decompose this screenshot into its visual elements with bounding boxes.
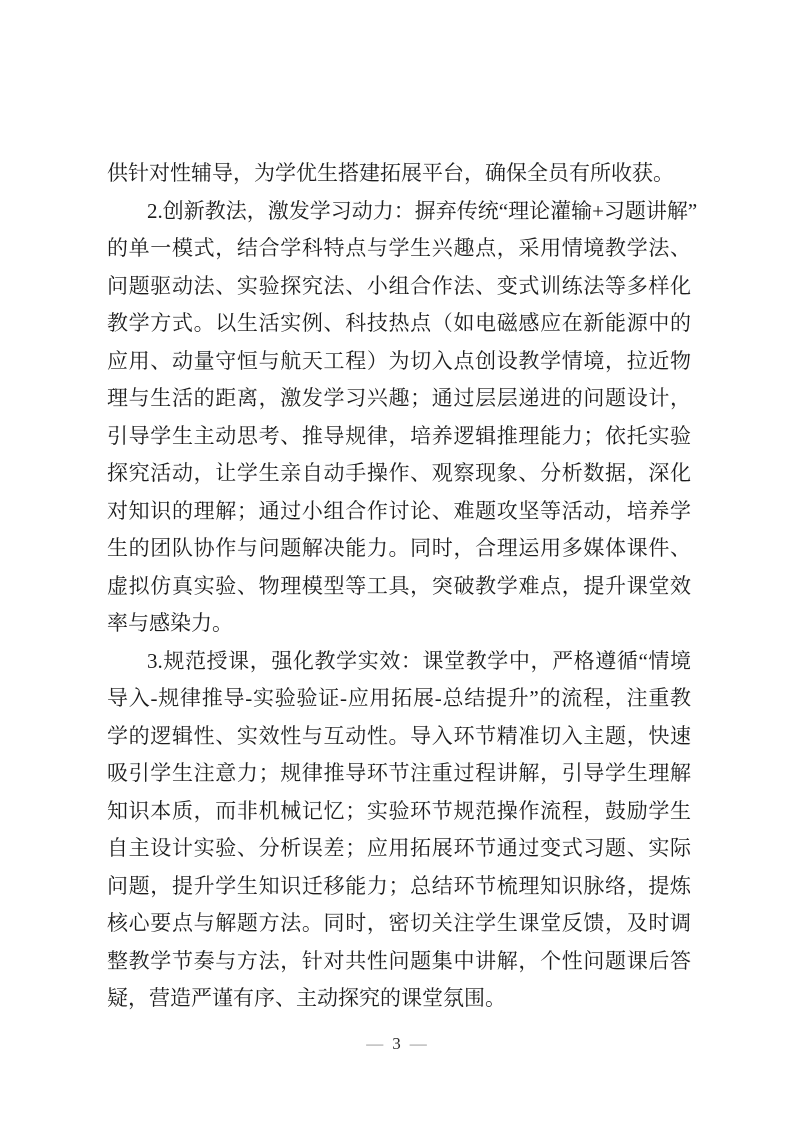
text-line: 吸引学生注意力；规律推导环节注重过程讲解，引导学生理解 [107, 761, 691, 785]
text-line: 问题，提升学生知识迁移能力；总结环节梳理知识脉络，提炼 [107, 873, 691, 898]
text-line: 核心要点与解题方法。同时，密切关注学生课堂反馈，及时调 [107, 911, 691, 935]
text-line: 虚拟仿真实验、物理模型等工具，突破教学难点，提升课堂效 [107, 573, 691, 598]
footer-left-dash: — [366, 1034, 384, 1053]
paragraph [107, 643, 691, 1018]
text-line: 问题驱动法、实验探究法、小组合作法、变式训练法等多样化 [107, 273, 691, 298]
text-line: 导入-规律推导-实验验证-应用拓展-总结提升”的流程，注重教 [107, 686, 691, 710]
text-line: 知识本质，而非机械记忆；实验环节规范操作流程，鼓励学生 [107, 798, 691, 823]
text-line: 的单一模式，结合学科特点与学生兴趣点，采用情境教学法、 [107, 236, 691, 260]
text-line: 疑，营造严谨有序、主动探究的课堂氛围。 [107, 986, 506, 1010]
page-number: 3 [392, 1034, 401, 1053]
text-line: 自主设计实验、分析误差；应用拓展环节通过变式习题、实际 [107, 836, 691, 860]
text-line: 2.创新教法，激发学习动力：摒弃传统“理论灌输+习题讲解” [147, 198, 698, 223]
text-line: 理与生活的距离，激发学习兴趣；通过层层递进的问题设计， [107, 386, 691, 410]
paragraph [107, 155, 691, 193]
text-line: 学的逻辑性、实效性与互动性。导入环节精准切入主题，快速 [107, 723, 691, 748]
text-line: 应用、动量守恒与航天工程）为切入点创设教学情境，拉近物 [107, 348, 691, 373]
footer-right-dash: — [409, 1034, 427, 1053]
text-line: 对知识的理解；通过小组合作讨论、难题攻坚等活动，培养学 [107, 498, 691, 523]
text-line: 整教学节奏与方法，针对共性问题集中讲解，个性问题课后答 [107, 948, 691, 973]
text-line: 探究活动，让学生亲自动手操作、观察现象、分析数据，深化 [107, 461, 691, 485]
text-line: 率与感染力。 [107, 611, 233, 635]
page-footer [0, 1032, 793, 1056]
text-line: 生的团队协作与问题解决能力。同时，合理运用多媒体课件、 [107, 536, 691, 560]
text-line: 供针对性辅导，为学优生搭建拓展平台，确保全员有所收获。 [107, 161, 674, 185]
document-body [107, 155, 698, 1018]
text-line: 引导学生主动思考、推导规律，培养逻辑推理能力；依托实验 [107, 423, 691, 448]
text-line: 3.规范授课，强化教学实效：课堂教学中，严格遵循“情境 [147, 648, 691, 673]
paragraph [107, 193, 698, 643]
text-line: 教学方式。以生活实例、科技热点（如电磁感应在新能源中的 [107, 311, 691, 335]
